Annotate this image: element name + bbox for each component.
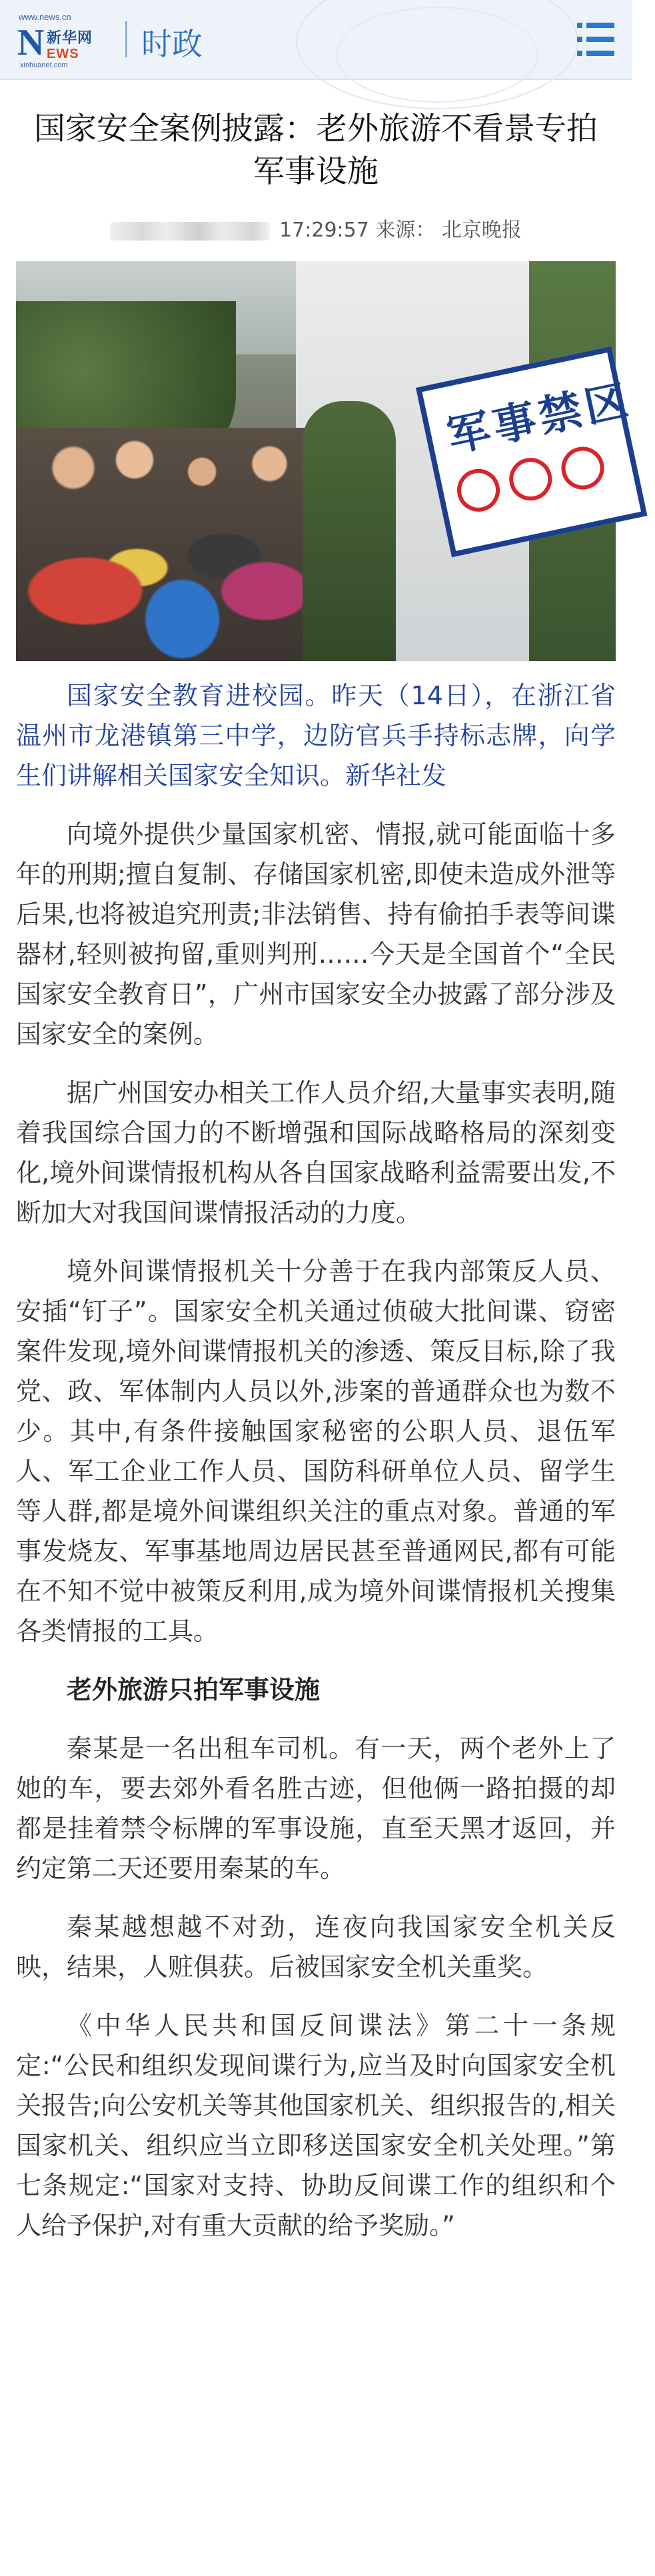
article-paragraph: 据广州国安办相关工作人员介绍,大量事实表明,随着我国综合国力的不断增强和国际战略格局的深刻变化,境外间谍情报机构从各自国家战略利益需要出发,不断加大对我国间谍情报活动的力度。 [16,1078,616,1227]
article-title: 国家安全案例披露：老外旅游不看景专拍军事设施 [34,111,598,190]
header-divider [125,21,127,57]
article-paragraph: 《中华人民共和国反间谍法》第二十一条规定:“公民和组织发现间谍行为,应当及时向国家安全机关报告;向公安机关等其他国家机关、组织报告的,相关国家机关、组织应当立即移送国家安全机关处理。”第七条规定:“国家对支持、协助反间谍工作的组织和个人给予保护,对有重大贡献的给予奖励。” [16,2011,616,2240]
publish-time: 17:29:57 [279,219,369,242]
logo-en-text: EWS [47,47,79,61]
article-paragraph: 秦某越想越不对劲，连夜向我国家安全机关反映，结果，人赃俱获。后被国家安全机关重奖。 [16,1912,616,1982]
section-title[interactable]: 时政 [141,26,203,62]
article-photo [16,261,636,661]
sign-text: 军事禁区 [443,375,636,462]
logo-letter: N [17,22,45,63]
logo-url-text: www.news.cn [19,12,71,22]
site-header [0,0,632,80]
article-paragraph: 向境外提供少量国家机密、情报,就可能面临十多年的刑期;擅自复制、存储国家机密,即使未造成外泄等后果,也将被追究刑责;非法销售、持有偷拍手表等间谍器材,轻则被拘留,重则判刑……今天是全国首个“全民国家安全教育日”，广州市国家安全办披露了部分涉及国家安全的案例。 [16,820,616,1049]
menu-list-icon[interactable] [577,23,614,56]
prohibition-icon [453,465,504,516]
logo-cn-text: 新华网 [47,30,93,47]
article-paragraph: 境外间谍情报机关十分善于在我内部策反人员、安插“钉子”。国家安全机关通过侦破大批间谍、窃密案件发现,境外间谍情报机关的渗透、策反目标,除了我党、政、军体制内人员以外,涉案的普通群众也为数不少。其中,有条件接触国家秘密的公职人员、退伍军人、军工企业工作人员、国防科研单位人员、留学生等人群,都是境外间谍组织关注的重点对象。普通的军事发烧友、军事基地周边居民甚至普通网民,都有可能在不知不觉中被策反利用,成为境外间谍情报机关搜集各类情报的工具。 [16,1257,616,1646]
logo-domain-text: xinhuanet.com [20,61,68,69]
article-subheading: 老外旅游只拍军事设施 [67,1675,321,1704]
prohibition-icon [505,454,556,504]
soldier-figure [303,401,396,661]
blurred-date [110,222,270,241]
article-meta [0,217,632,244]
header-decoration [336,7,538,103]
photo-caption: 国家安全教育进校园。昨天（14日），在浙江省温州市龙港镇第三中学，边防官兵手持标志牌，向学生们讲解相关国家安全知识。新华社发 [16,681,616,790]
source-label: 来源： [375,219,436,242]
xinhua-logo[interactable] [17,12,117,68]
article-paragraph: 秦某是一名出租车司机。有一天，两个老外上了她的车，要去郊外看名胜古迹，但他俩一路拍摄的却都是挂着禁令标牌的军事设施，直至天黑才返回，并约定第二天还要用秦某的车。 [16,1734,616,1883]
prohibition-icon [558,443,608,494]
source-name: 北京晚报 [441,219,522,242]
